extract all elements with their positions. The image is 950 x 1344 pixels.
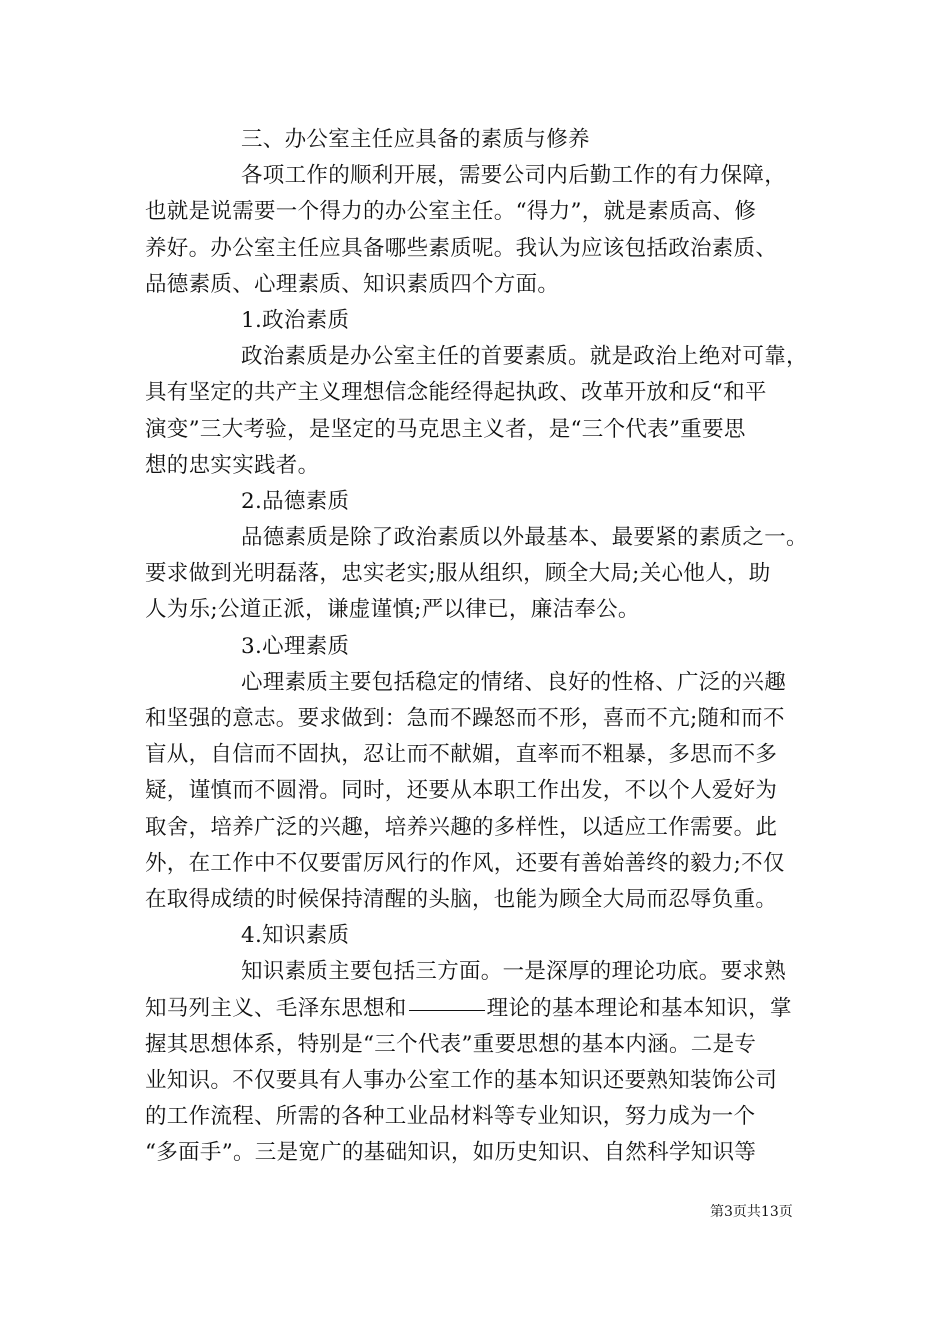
paragraph-line: 人为乐;公道正派，谦虚谨慎;严以律已，廉洁奉公。 — [145, 597, 640, 623]
paragraph-line: 演变”三大考验，是坚定的马克思主义者，是“三个代表”重要思 — [145, 416, 746, 442]
paragraph-line: 想的忠实实践者。 — [145, 452, 320, 478]
paragraph-line: 知识素质主要包括三方面。一是深厚的理论功底。要求熟 — [241, 959, 787, 985]
paragraph-line-with-blank — [145, 991, 810, 1027]
line-text-before-blank: 知马列主义、毛泽东思想和 — [145, 995, 407, 1021]
paragraph-line: 外，在工作中不仅要雷厉风行的作风，还要有善始善终的毅力;不仅 — [145, 850, 785, 876]
subsection-heading-political: 1.政治素质 — [241, 307, 350, 333]
paragraph-line: 盲从，自信而不固执，忍让而不献媚，直率而不粗暴，多思而不多 — [145, 742, 778, 768]
paragraph-line: 要求做到光明磊落，忠实老实;服从组织，顾全大局;关心他人，助 — [145, 561, 771, 587]
paragraph-line: 养好。办公室主任应具备哪些素质呢。我认为应该包括政治素质、 — [145, 235, 778, 261]
paragraph-line: 业知识。不仅要具有人事办公室工作的基本知识还要熟知装饰公司 — [145, 1067, 778, 1093]
paragraph-line: 的工作流程、所需的各种工业品材料等专业知识，努力成为一个 — [145, 1104, 756, 1130]
paragraph-line: 握其思想体系，特别是“三个代表”重要思想的基本内涵。二是专 — [145, 1031, 757, 1057]
paragraph-line: 和坚强的意志。要求做到：急而不躁怒而不形，喜而不亢;随和而不 — [145, 706, 785, 731]
paragraph-line: 也就是说需要一个得力的办公室主任。“得力”，就是素质高、修 — [145, 199, 757, 225]
paragraph-line: 品德素质是除了政治素质以外最基本、最要紧的素质之一。 — [241, 525, 808, 551]
section-title: 三、办公室主任应具备的素质与修养 — [241, 127, 590, 152]
paragraph-line: 疑，谨慎而不圆滑。同时，还要从本职工作出发，不以个人爱好为 — [145, 778, 778, 804]
paragraph-line: 取舍，培养广泛的兴趣，培养兴趣的多样性，以适应工作需要。此 — [145, 814, 778, 840]
line-text-after-blank: 理论的基本理论和基本知识，掌 — [486, 995, 792, 1021]
paragraph-line: 政治素质是办公室主任的首要素质。就是政治上绝对可靠， — [241, 344, 808, 370]
subsection-heading-moral: 2.品德素质 — [241, 488, 350, 514]
document-body — [145, 122, 810, 1171]
subsection-heading-psychological: 3.心理素质 — [241, 633, 350, 659]
paragraph-line: “多面手”。三是宽广的基础知识，如历史知识、自然科学知识等 — [145, 1140, 757, 1166]
paragraph-line: 在取得成绩的时候保持清醒的头脑，也能为顾全大局而忍辱负重。 — [145, 886, 778, 912]
paragraph-line: 品德素质、心理素质、知识素质四个方面。 — [145, 271, 560, 297]
paragraph-line: 心理素质主要包括稳定的情绪、良好的性格、广泛的兴趣 — [241, 669, 787, 695]
fill-in-blank — [409, 988, 485, 1011]
paragraph-line: 具有坚定的共产主义理想信念能经得起执政、改革开放和反“和平 — [145, 380, 767, 406]
subsection-heading-knowledge: 4.知识素质 — [241, 923, 350, 949]
page-number-footer: 第3页共13页 — [710, 1204, 793, 1220]
paragraph-line: 各项工作的顺利开展，需要公司内后勤工作的有力保障， — [241, 163, 787, 189]
